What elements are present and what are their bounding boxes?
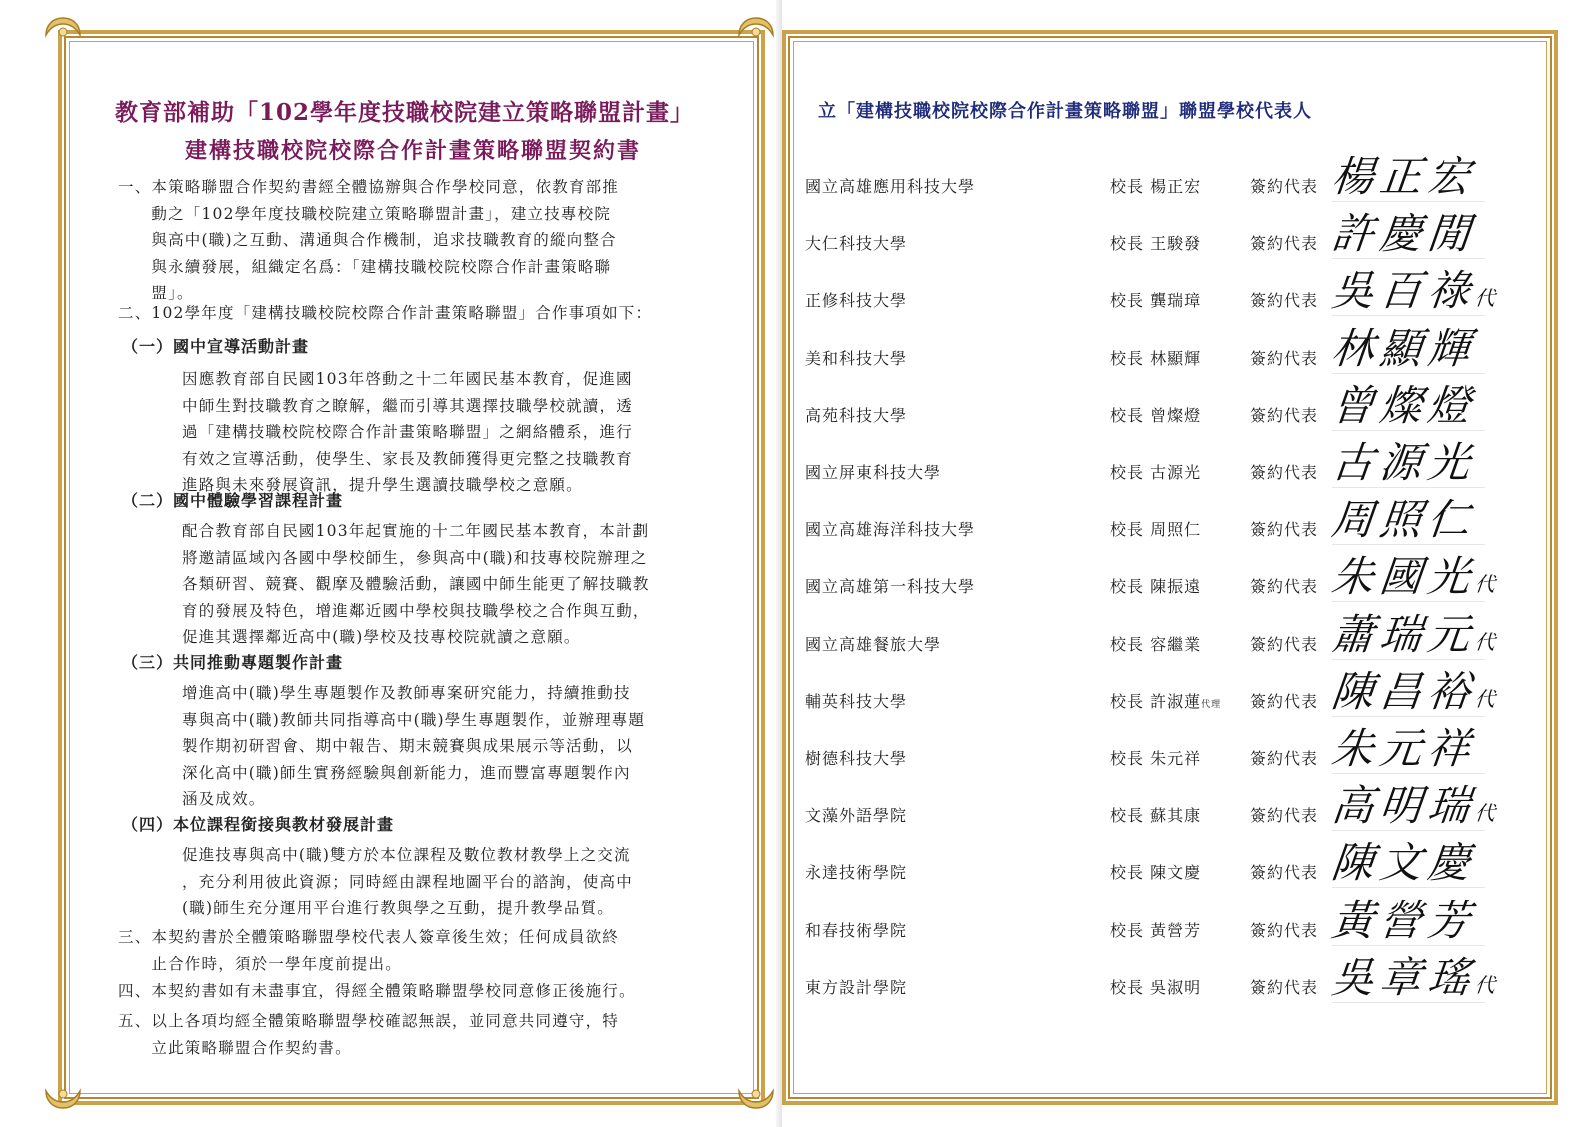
section-3-heading: （三）共同推動專題製作計畫 [122, 653, 344, 672]
president-name [1110, 689, 1221, 712]
text-line: 增進高中(職)學生專題製作及教師專案研究能力，持續推動技 [182, 684, 631, 702]
text-line: 過「建構技職校院校際合作計畫策略聯盟」之網絡體系，進行 [182, 423, 633, 441]
signature-text: 林顯輝 [1329, 323, 1479, 373]
signature-text: 曾燦燈 [1329, 380, 1479, 430]
clause-1 [118, 174, 768, 307]
school-name: 文藻外語學院 [805, 806, 908, 826]
president-name [1110, 231, 1201, 254]
school-name: 國立高雄應用科技大學 [805, 177, 976, 196]
text-line: 一、本策略聯盟合作契約書經全體協辦與合作學校同意，依教育部推 [118, 178, 620, 196]
representative-label: 簽約代表 [1250, 977, 1319, 997]
text-line: 與高中(職)之互動、溝通與合作機制，追求技職教育的縱向整合 [118, 231, 617, 249]
handwritten-signature [1329, 888, 1479, 948]
text-line: 因應教育部自民國103年啓動之十二年國民基本教育，促進國 [182, 370, 633, 388]
president-text: 校長 林顯輝 [1110, 348, 1202, 368]
president-text: 校長 周照仁 [1110, 520, 1202, 540]
president-text: 校長 吳淑明 [1110, 977, 1202, 997]
school-name: 大仁科技大學 [805, 234, 908, 254]
school-name: 正修科技大學 [805, 291, 908, 311]
text-line: 盟」。 [118, 284, 194, 302]
representative-label: 簽約代表 [1250, 520, 1319, 540]
president-text: 校長 古源光 [1110, 463, 1202, 482]
proxy-mark: 代 [1473, 686, 1497, 711]
president-text: 校長 龔瑞璋 [1110, 291, 1202, 311]
document-title: 教育部補助「102學年度技職校院建立策略聯盟計畫」 [115, 99, 695, 126]
president-name [1110, 574, 1201, 597]
text-line: 動之「102學年度技職校院建立策略聯盟計畫」，建立技專校院 [118, 204, 612, 223]
proxy-mark: 代 [1473, 801, 1497, 826]
school-name: 和春技術學院 [805, 920, 908, 940]
signatory-row [805, 323, 1495, 378]
representative-label: 簽約代表 [1250, 806, 1319, 826]
handwritten-signature [1329, 544, 1499, 604]
school-name: 永達技術學院 [805, 863, 908, 883]
president-text: 校長 陳文慶 [1110, 863, 1202, 883]
text-line: 育的發展及特色，增進鄰近國中學校與技職學校之合作與互動， [182, 601, 650, 620]
signature-text: 許慶閒 [1329, 209, 1479, 259]
section-2-body [182, 518, 772, 651]
corner-ornament-icon [735, 1070, 777, 1112]
president-name [1110, 174, 1201, 197]
text-line: 與永續發展，組織定名爲：「建構技職校院校際合作計畫策略聯 [118, 257, 612, 276]
section-1-heading: （一）國中宣導活動計畫 [122, 337, 310, 356]
proxy-mark: 代 [1473, 572, 1497, 597]
text-line: 三、本契約書於全體策略聯盟學校代表人簽章後生效；任何成員欲終 [118, 928, 620, 946]
clause-4: 四、本契約書如有未盡事宜，得經全體策略聯盟學校同意修正後施行。 [118, 982, 636, 1000]
president-text: 校長 容繼業 [1110, 634, 1202, 654]
handwritten-signature [1329, 830, 1479, 890]
representative-label: 簽約代表 [1250, 920, 1319, 940]
representative-label: 簽約代表 [1250, 634, 1319, 654]
president-text: 校長 許淑蓮 [1110, 691, 1202, 711]
school-name: 國立高雄海洋科技大學 [805, 520, 976, 540]
text-line: 止合作時，須於一學年度前提出。 [118, 954, 402, 973]
representative-label: 簽約代表 [1250, 234, 1319, 254]
section-1-body [182, 366, 772, 499]
handwritten-signature [1329, 602, 1499, 662]
signatory-row [805, 152, 1495, 206]
signatories-title: 立「建構技職校院校際合作計畫策略聯盟」聯盟學校代表人 [818, 101, 1312, 122]
text-line: 將邀請區域內各國中學校師生，參與高中(職)和技專校院辦理之 [182, 548, 648, 567]
school-name: 輔英科技大學 [805, 691, 908, 711]
representative-label: 簽約代表 [1250, 291, 1319, 311]
text-line: 深化高中(職)師生實務經驗與創新能力，進而豐富專題製作內 [182, 763, 631, 782]
signature-text: 朱元祥 [1329, 724, 1479, 773]
signatory-row [805, 266, 1497, 320]
president-name [1110, 918, 1201, 941]
school-name: 國立屏東科技大學 [805, 463, 942, 482]
president-text: 校長 楊正宏 [1110, 177, 1202, 196]
representative-label: 簽約代表 [1250, 405, 1319, 425]
school-name: 國立高雄餐旅大學 [805, 634, 942, 654]
president-text: 校長 朱元祥 [1110, 749, 1202, 768]
clause-5 [118, 1008, 768, 1061]
representative-label: 簽約代表 [1250, 749, 1319, 768]
president-name [1110, 288, 1201, 311]
document-subtitle: 建構技職校院校際合作計畫策略聯盟契約書 [185, 138, 642, 164]
section-3-body [182, 680, 772, 813]
text-line: ，充分利用彼此資源；同時經由課程地圖平台的諮詢，使高中 [182, 872, 633, 891]
signatory-row [805, 380, 1495, 435]
text-line: 配合教育部自民國103年起實施的十二年國民基本教育，本計劃 [182, 522, 650, 540]
representative-label: 簽約代表 [1250, 463, 1319, 482]
school-name: 美和科技大學 [805, 348, 908, 368]
handwritten-signature [1329, 316, 1479, 376]
handwritten-signature [1329, 487, 1479, 547]
president-text: 校長 曾燦燈 [1110, 405, 1202, 425]
signature-text: 陳昌裕 [1329, 666, 1479, 716]
text-line: 進路與未來發展資訊，提升學生選讀技職學校之意願。 [182, 476, 583, 494]
school-name: 樹德科技大學 [805, 749, 908, 768]
signature-text: 吳章瑤 [1329, 952, 1479, 1002]
signature-text: 楊正宏 [1329, 152, 1479, 201]
president-name [1110, 975, 1201, 998]
president-name [1110, 403, 1201, 426]
president-name [1110, 632, 1201, 655]
signature-text: 蕭瑞元 [1329, 609, 1479, 659]
signature-text: 陳文慶 [1329, 838, 1479, 888]
signatory-row [805, 952, 1497, 1007]
signatory-row [805, 438, 1495, 492]
representative-label: 簽約代表 [1250, 691, 1319, 711]
representative-label: 簽約代表 [1250, 348, 1319, 368]
signature-text: 黃營芳 [1329, 895, 1479, 945]
text-line: 促進技專與高中(職)雙方於本位課程及數位教材教學上之交流 [182, 846, 631, 864]
text-line: 製作期初研習會、期中報告、期末競賽與成果展示等活動，以 [182, 737, 633, 755]
text-line: 中師生對技職教育之瞭解，繼而引導其選擇技職學校就讀，透 [182, 396, 633, 415]
left-page [0, 0, 782, 1127]
president-name [1110, 517, 1201, 540]
handwritten-signature [1329, 430, 1479, 490]
president-name [1110, 346, 1201, 369]
proxy-mark: 代 [1473, 629, 1497, 654]
signatory-row [805, 552, 1497, 606]
corner-ornament-icon [42, 14, 84, 56]
president-name [1110, 860, 1201, 883]
corner-ornament-icon [735, 14, 777, 56]
section-2-heading: （二）國中體驗學習課程計畫 [122, 491, 344, 510]
text-line: (職)師生充分運用平台進行教與學之互動，提升教學品質。 [182, 899, 614, 917]
president-text: 校長 王駿發 [1110, 234, 1202, 254]
proxy-mark: 代 [1473, 972, 1497, 997]
school-name: 高苑科技大學 [805, 405, 908, 425]
signature-text: 朱國光 [1329, 552, 1479, 602]
president-text: 校長 蘇其康 [1110, 806, 1202, 826]
text-line: 立此策略聯盟合作契約書。 [118, 1038, 352, 1057]
signature-text: 古源光 [1329, 438, 1479, 487]
president-name [1110, 803, 1201, 826]
corner-ornament-icon [42, 1070, 84, 1112]
signatory-row [805, 838, 1495, 892]
president-name [1110, 746, 1201, 769]
signatory-row [805, 609, 1497, 664]
school-name: 國立高雄第一科技大學 [805, 577, 976, 597]
clause-3 [118, 924, 768, 977]
handwritten-signature [1329, 659, 1499, 719]
handwritten-signature [1329, 201, 1479, 261]
signature-text: 周照仁 [1329, 495, 1479, 545]
text-line: 各類研習、競賽、觀摩及體驗活動，讓國中師生能更了解技職教 [182, 575, 650, 593]
section-4-heading: （四）本位課程銜接與教材發展計畫 [122, 815, 395, 834]
proxy-mark: 代 [1473, 286, 1497, 311]
signatory-row [805, 666, 1497, 721]
signature-text: 高明瑞 [1329, 781, 1479, 831]
acting-note: 代理 [1201, 699, 1222, 710]
handwritten-signature [1329, 773, 1499, 833]
handwritten-signature [1329, 258, 1499, 318]
handwritten-signature [1329, 945, 1499, 1005]
signature-text: 吳百祿 [1329, 266, 1479, 316]
school-name: 東方設計學院 [805, 977, 908, 997]
text-line: 五、以上各項均經全體策略聯盟學校確認無誤，並同意共同遵守，特 [118, 1012, 620, 1030]
text-line: 有效之宣導活動，使學生、家長及教師獲得更完整之技職教育 [182, 449, 633, 468]
president-text: 校長 陳振遠 [1110, 577, 1202, 597]
text-line: 促進其選擇鄰近高中(職)學校及技專校院就讀之意願。 [182, 628, 581, 646]
signatory-row [805, 895, 1495, 950]
signatory-row [805, 724, 1495, 778]
section-4-body [182, 842, 772, 922]
text-line: 專與高中(職)教師共同指導高中(職)學生專題製作，並辦理專題 [182, 710, 646, 729]
clause-2: 二、102學年度「建構技職校院校際合作計畫策略聯盟」合作事項如下： [118, 304, 653, 322]
handwritten-signature [1329, 144, 1479, 204]
representative-label: 簽約代表 [1250, 577, 1319, 597]
president-name [1110, 460, 1201, 483]
handwritten-signature [1329, 716, 1479, 776]
text-line: 涵及成效。 [182, 790, 266, 808]
representative-label: 簽約代表 [1250, 177, 1319, 196]
president-text: 校長 黃營芳 [1110, 920, 1202, 940]
representative-label: 簽約代表 [1250, 863, 1319, 883]
handwritten-signature [1329, 373, 1479, 433]
